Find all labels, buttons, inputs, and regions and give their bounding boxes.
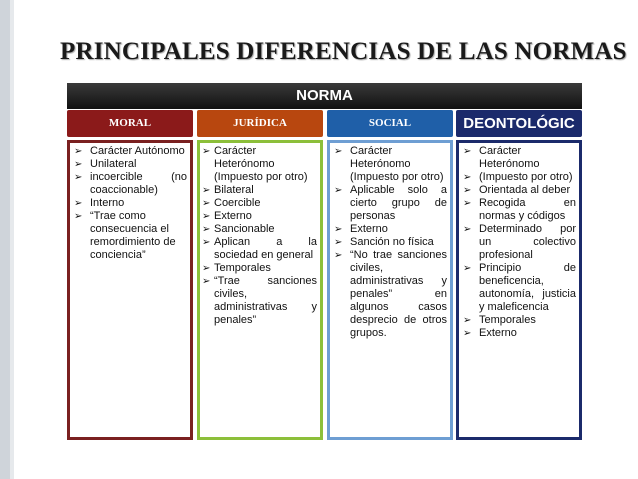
- column-juridica: [197, 140, 323, 440]
- list-item: ➢ Interno: [73, 197, 187, 210]
- list-moral: [73, 145, 187, 262]
- list-item: ➢ Sanción no física: [333, 236, 447, 249]
- list-item: ➢ Recogida en normas y códigos: [462, 197, 576, 223]
- list-item: ➢ Bilateral: [203, 184, 317, 197]
- header-moral: MORAL: [67, 110, 193, 137]
- list-item: ➢ Temporales: [203, 262, 317, 275]
- list-item: ➢ Externo: [462, 327, 576, 340]
- list-item: ➢ Unilateral: [73, 158, 187, 171]
- column-moral: [67, 140, 193, 440]
- list-item: ➢ Aplican a la sociedad en general: [203, 236, 317, 262]
- list-item: ➢ “Trae sanciones civiles, administrativas y penales”: [203, 275, 317, 327]
- norma-band: NORMA: [67, 83, 582, 109]
- page-title: PRINCIPALES DIFERENCIAS DE LAS NORMAS: [60, 38, 627, 65]
- list-juridica: [203, 145, 317, 327]
- list-item: ➢ Carácter Heterónomo (Impuesto por otro): [203, 145, 317, 184]
- list-item: ➢ Principio de beneficencia, autonomía, justicia y maleficencia: [462, 262, 576, 314]
- list-item: ➢ Coercible: [203, 197, 317, 210]
- column-social: [327, 140, 453, 440]
- list-item: ➢ Carácter Autónomo: [73, 145, 187, 158]
- list-item: ➢ Orientada al deber: [462, 184, 576, 197]
- list-item: ➢ Determinado por un colectivo profesional: [462, 223, 576, 262]
- list-item: ➢ Externo: [203, 210, 317, 223]
- list-item: ➢ incoercible (no coaccionable): [73, 171, 187, 197]
- list-item: ➢ “No trae sanciones civiles, administrativas y penales” en algunos casos desprecio de otros grupos.: [333, 249, 447, 340]
- list-item: ➢ Sancionable: [203, 223, 317, 236]
- left-decor-bar: [0, 0, 10, 479]
- left-decor-stripe: [10, 0, 14, 479]
- list-item: ➢ Externo: [333, 223, 447, 236]
- header-juridica: JURÍDICA: [197, 110, 323, 137]
- list-item: ➢ Temporales: [462, 314, 576, 327]
- column-deontologica: [456, 140, 582, 440]
- list-item: ➢ Aplicable solo a cierto grupo de personas: [333, 184, 447, 223]
- list-social: [333, 145, 447, 340]
- list-deontologica: [462, 145, 576, 340]
- list-item: ➢ (Impuesto por otro): [462, 171, 576, 184]
- header-deontologica: DEONTOLÓGIC: [456, 110, 582, 137]
- list-item: ➢ Carácter Heterónomo: [462, 145, 576, 171]
- header-social: SOCIAL: [327, 110, 453, 137]
- list-item: ➢ Carácter Heterónomo (Impuesto por otro): [333, 145, 447, 184]
- list-item: ➢ “Trae como consecuencia el remordimiento de conciencia”: [73, 210, 187, 262]
